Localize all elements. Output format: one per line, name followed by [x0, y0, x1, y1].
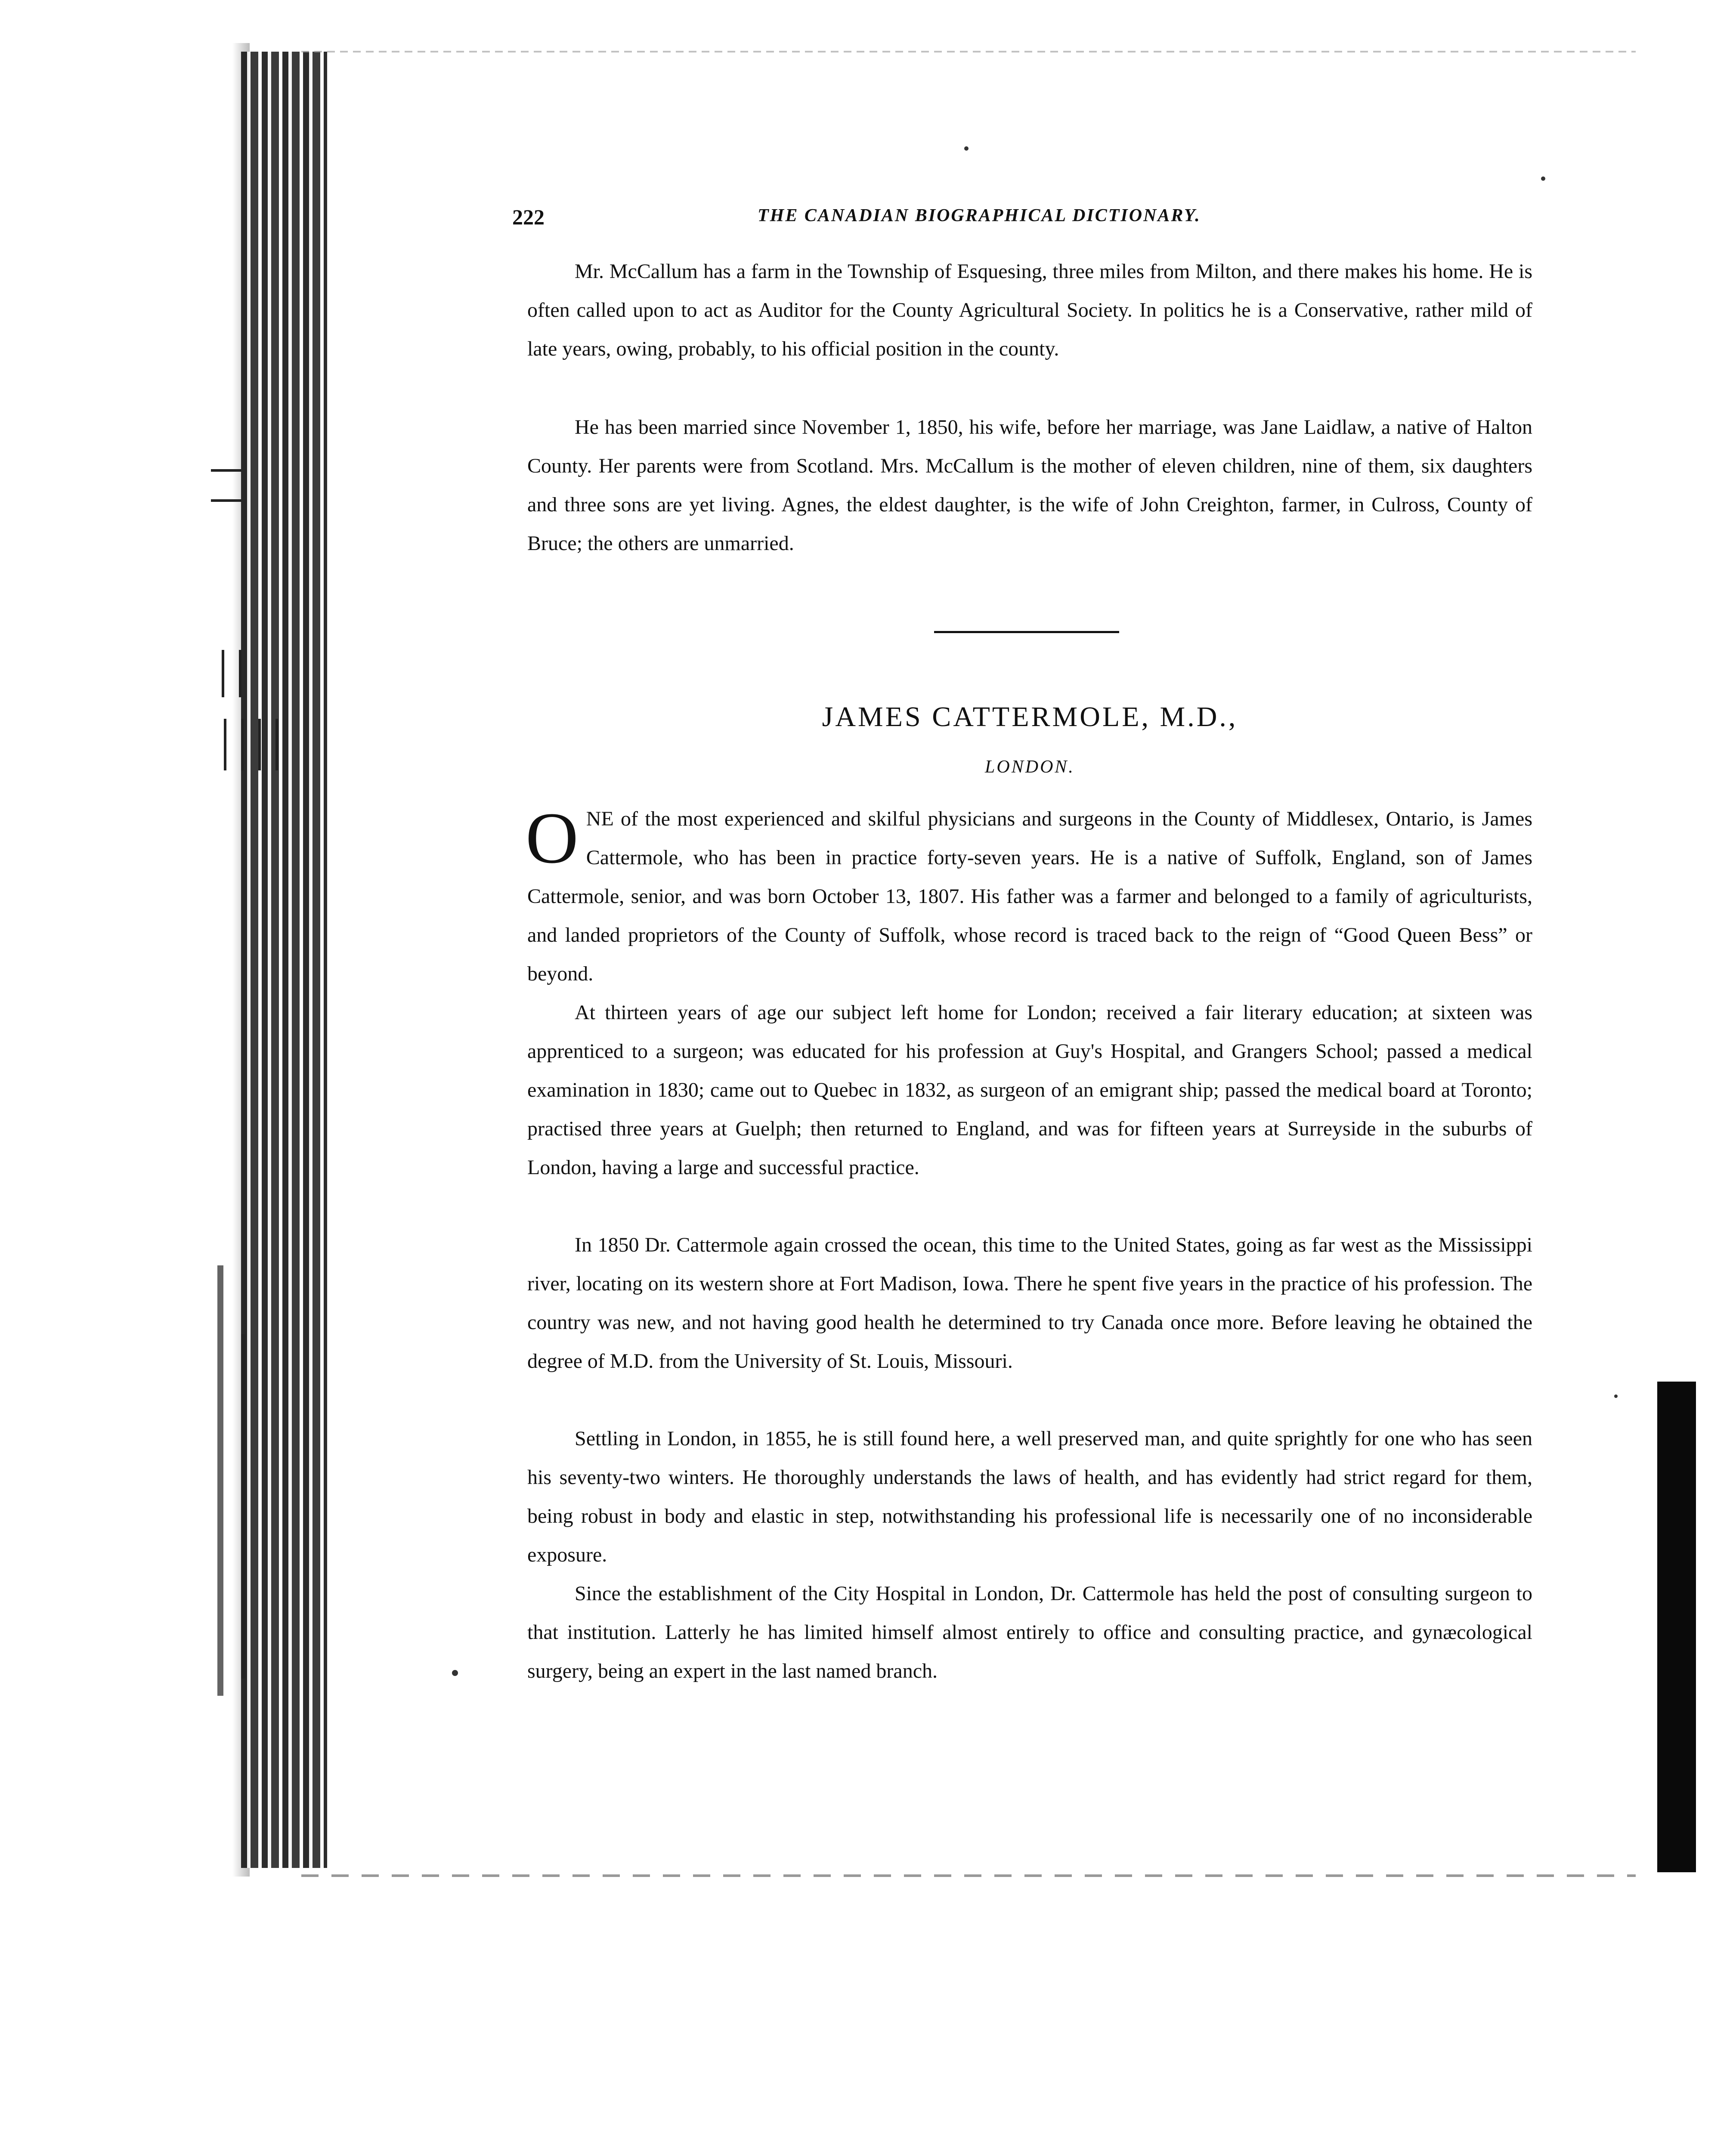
dust-speck	[1614, 1394, 1618, 1398]
margin-mark	[217, 1265, 223, 1696]
scan-edge-bar	[1657, 1382, 1696, 1872]
margin-mark	[275, 719, 278, 770]
margin-mark	[241, 719, 244, 770]
dust-speck	[1541, 176, 1545, 181]
running-header	[512, 204, 1515, 235]
dust-speck	[964, 146, 969, 151]
margin-mark	[211, 469, 241, 472]
body-paragraph: Mr. McCallum has a farm in the Township of Esquesing, three miles from Milton, and there makes his home. He is often called upon to act as Auditor for the County Agricultural Society. In politics he is a Conservative, rather mild of late years, owing, probably, to his official position in the county.	[527, 260, 1532, 360]
margin-mark	[258, 719, 261, 770]
body-paragraph: Settling in London, in 1855, he is still found here, a well preserved man, and quite sprightly for one who has seen his seventy-two winters. He thoroughly understands the laws of health, and has evidently had strict regard for them, being robust in body and elastic in step, notwithstanding his professional life is necessarily one of no inconsiderable exposure.	[527, 1427, 1532, 1566]
first-paragraph-text: NE of the most experienced and skilful physicians and surgeons in the County of Middlesex, Ontario, is James Cattermole, who has been in practice forty-seven years. He is a native of Suffolk, England, son of James Cattermole, senior, and was born October 13, 1807. His father was a farmer and belonged to a family of agriculturists, and landed proprietors of the County of Suffolk, whose record is traced back to the reign of “Good Queen Bess” or beyond.	[527, 807, 1532, 985]
body-paragraph: In 1850 Dr. Cattermole again crossed the ocean, this time to the United States, going as far west as the Mississippi river, locating on its western shore at Fort Madison, Iowa. There he spent five years in the practice of his profession. The country was new, and not having good health he determined to try Canada once more. Before leaving he obtained the degree of M.D. from the University of St. Louis, Missouri.	[527, 1234, 1532, 1373]
book-binding-edge	[241, 52, 327, 1868]
body-paragraph: He has been married since November 1, 1850, his wife, before her marriage, was Jane Laidlaw, a native of Halton County. Her parents were from Scotland. Mrs. McCallum is the mother of eleven children, nine of them, six daughters and three sons are yet living. Agnes, the eldest daughter, is the wife of John Creighton, farmer, in Culross, County of Bruce; the others are unmarried.	[527, 416, 1532, 555]
margin-mark	[224, 719, 226, 770]
entry-heading: JAMES CATTERMOLE, M.D.,	[822, 701, 1238, 733]
margin-mark	[222, 650, 224, 697]
entry-location: LONDON.	[985, 757, 1075, 777]
entry-first-paragraph	[527, 800, 1532, 993]
scan-frame-bottom	[301, 1874, 1636, 1877]
margin-mark	[211, 499, 241, 502]
margin-mark	[241, 1334, 245, 1679]
running-title: THE CANADIAN BIOGRAPHICAL DICTIONARY.	[758, 206, 1201, 226]
dust-speck	[452, 1670, 458, 1676]
section-divider	[934, 631, 1119, 633]
scan-frame-top	[301, 51, 1636, 53]
page-number: 222	[512, 205, 545, 229]
body-paragraph: At thirteen years of age our subject left home for London; received a fair literary education; at sixteen was apprenticed to a surgeon; was educated for his profession at Guy's Hospital, and Grangers School; passed a medical examination in 1830; came out to Quebec in 1832, as surgeon of an emigrant ship; passed the medical board at Toronto; practised three years at Guelph; then returned to England, and was for fifteen years at Surreyside in the suburbs of London, having a large and successful practice.	[527, 1001, 1532, 1179]
body-paragraph: Since the establishment of the City Hospital in London, Dr. Cattermole has held the post of consulting surgeon to that institution. Latterly he has limited himself almost entirely to office and consulting practice, and gynæcological surgery, being an expert in the last named branch.	[527, 1582, 1532, 1682]
drop-cap: O	[526, 798, 579, 878]
margin-mark	[239, 650, 241, 697]
